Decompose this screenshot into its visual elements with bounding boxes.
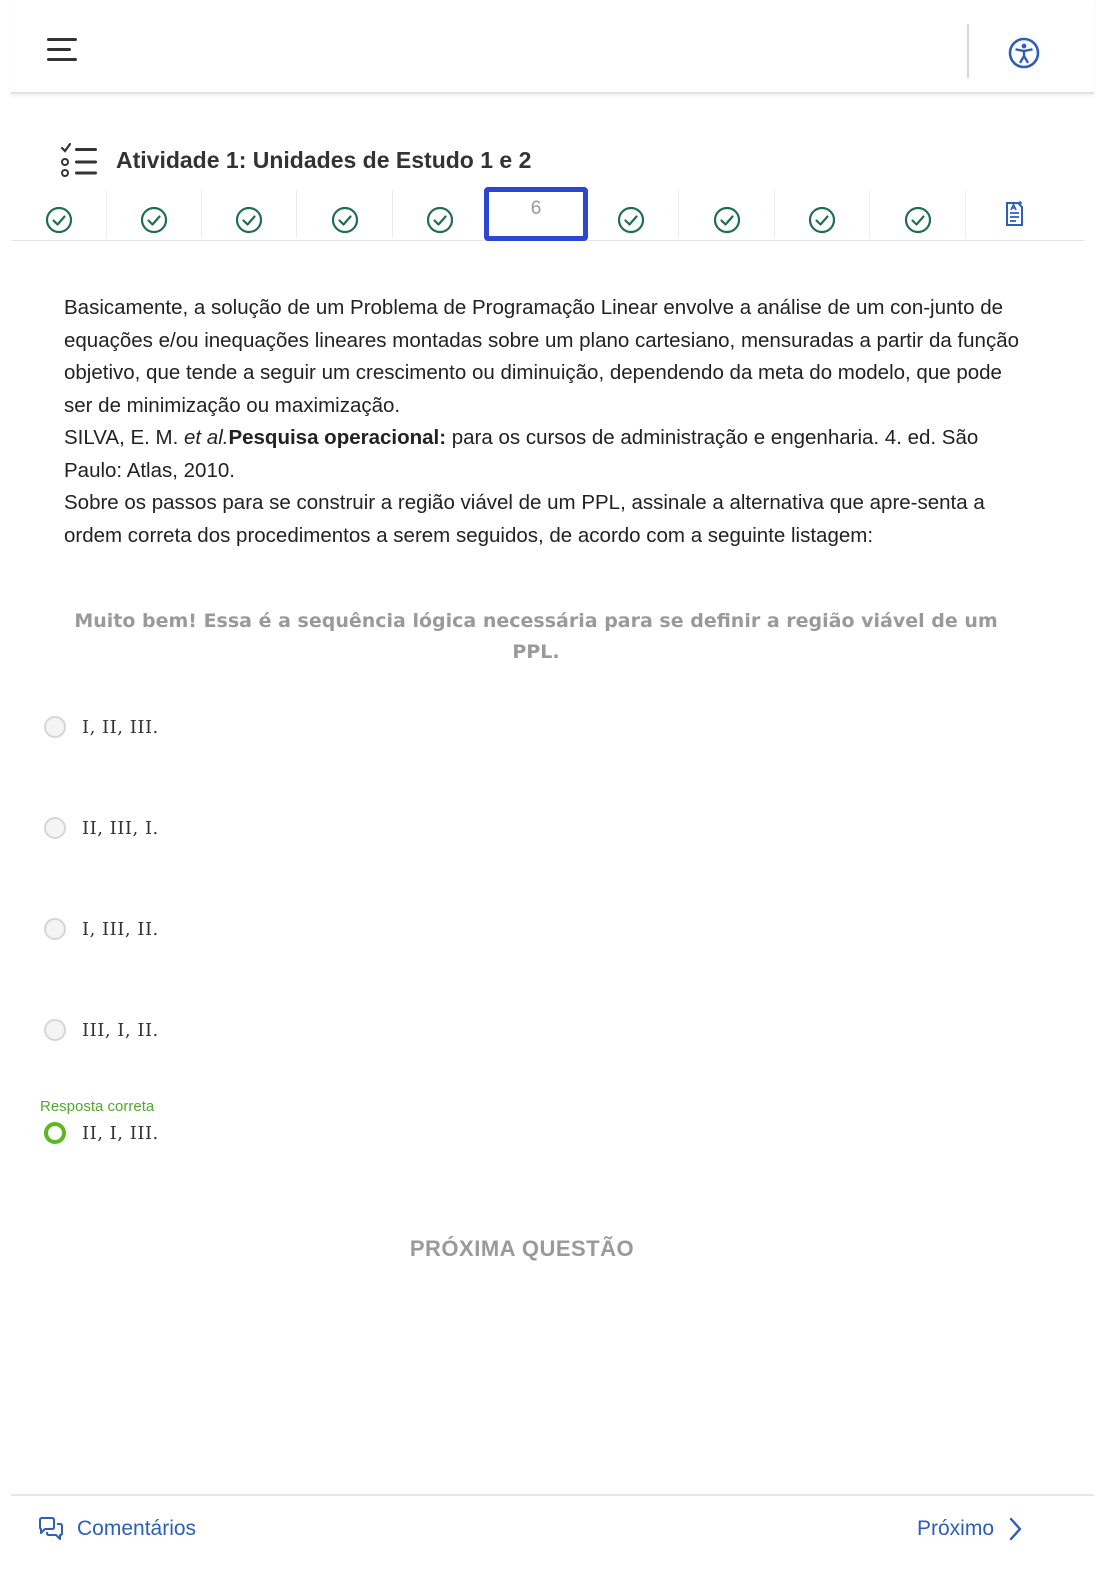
check-circle-icon (616, 205, 646, 235)
activity-title: Atividade 1: Unidades de Estudo 1 e 2 (116, 146, 532, 173)
check-circle-icon (139, 205, 169, 235)
check-circle-icon (425, 205, 455, 235)
check-circle-icon (712, 205, 742, 235)
reference-rest: para os cursos de administração e engenharia. 4. ed. São Paulo: Atlas, 2010. (64, 426, 979, 482)
bottom-bar (11, 1494, 1094, 1595)
answer-option-2[interactable] (44, 813, 159, 843)
answer-option-5[interactable] (44, 1118, 159, 1148)
option-label: II, I, III. (82, 1122, 159, 1144)
top-bar (11, 0, 1094, 94)
step-5[interactable] (392, 190, 488, 238)
check-circle-icon (807, 205, 837, 235)
document-grade-icon (998, 199, 1028, 229)
menu-icon[interactable] (47, 38, 81, 68)
step-8[interactable] (679, 190, 775, 238)
option-label: I, II, III. (82, 716, 159, 738)
next-button[interactable] (917, 1516, 1024, 1542)
step-1[interactable] (11, 190, 107, 238)
radio-button[interactable] (44, 716, 66, 738)
answer-option-3[interactable] (44, 914, 159, 944)
step-3[interactable] (201, 190, 297, 238)
answer-option-4[interactable] (44, 1015, 159, 1045)
activity-header (60, 140, 531, 180)
next-question-button[interactable]: PRÓXIMA QUESTÃO (409, 1236, 635, 1261)
comments-button[interactable] (37, 1516, 196, 1542)
check-circle-icon (234, 205, 264, 235)
check-circle-icon (330, 205, 360, 235)
step-9[interactable] (774, 190, 870, 238)
option-label: I, III, II. (82, 918, 159, 940)
step-2[interactable] (106, 190, 202, 238)
reference-author: SILVA, E. M. (64, 426, 184, 449)
step-current[interactable] (484, 187, 588, 241)
check-circle-icon (903, 205, 933, 235)
answer-feedback: Muito bem! Essa é a sequência lógica necessária para se definir a região viável de um PPL. (74, 610, 998, 663)
radio-button-correct[interactable] (44, 1122, 66, 1144)
check-circle-icon (44, 205, 74, 235)
question-paragraph-1: Basicamente, a solução de um Problema de Programação Linear envolve a análise de um con-junto de equações e/ou inequações lineares montadas sobre um plano cartesiano, mensuradas a partir da função objetivo, que tende a seguir um crescimento ou diminuição, dependendo da meta do modelo, que pode ser de minimização ou maximização. (64, 296, 1019, 417)
step-7[interactable] (583, 190, 679, 238)
reference-title: Pesquisa operacional: (228, 426, 447, 449)
accessibility-icon[interactable] (1007, 36, 1041, 70)
reference-etal: et al. (184, 426, 229, 449)
radio-button[interactable] (44, 817, 66, 839)
radio-button[interactable] (44, 1019, 66, 1041)
radio-button[interactable] (44, 918, 66, 940)
step-summary[interactable] (965, 190, 1061, 238)
step-10[interactable] (870, 190, 966, 238)
question-text (64, 292, 1024, 552)
question-reference (64, 422, 1024, 487)
question-progress-bar (11, 190, 1085, 241)
option-label: III, I, II. (82, 1019, 159, 1041)
option-label: II, III, I. (82, 817, 159, 839)
question-paragraph-2: Sobre os passos para se construir a região viável de um PPL, assinale a alternativa que apre-senta a ordem correta dos procedimentos a serem seguidos, de acordo com a seguinte listagem: (64, 491, 985, 547)
header-divider (967, 24, 969, 78)
checklist-icon (60, 142, 102, 178)
chevron-right-icon (1006, 1516, 1024, 1542)
current-step-number: 6 (530, 198, 542, 219)
next-label: Próximo (917, 1517, 995, 1540)
step-4[interactable] (297, 190, 393, 238)
chat-bubbles-icon (37, 1516, 65, 1542)
correct-answer-tag: Resposta correta (40, 1098, 155, 1115)
comments-label: Comentários (77, 1517, 197, 1540)
answer-option-1[interactable] (44, 712, 159, 742)
